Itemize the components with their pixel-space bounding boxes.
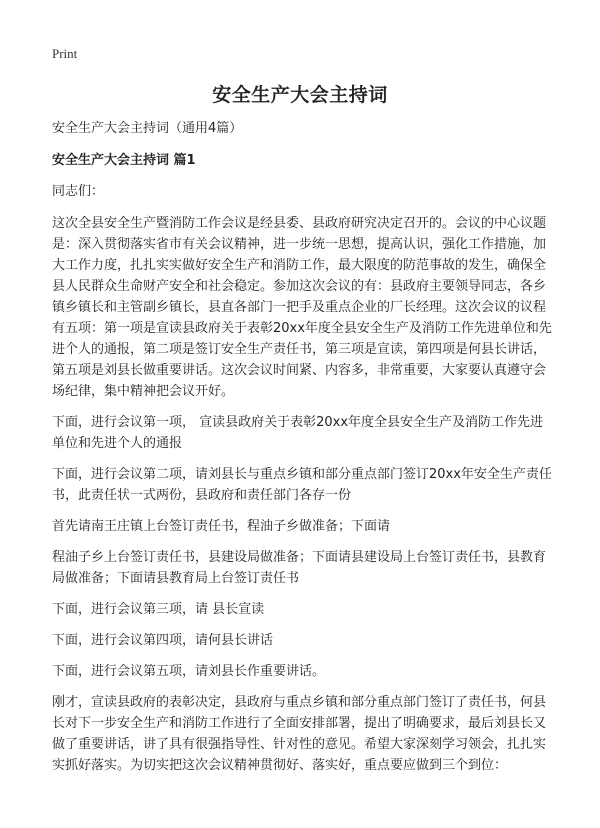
paragraph-item-1: 下面，进行会议第一项， 宣读县政府关于表彰20xx年度全县安全生产及消防工作先进单位和先进个人的通报	[52, 415, 544, 451]
paragraph-signing-1: 首先请南王庄镇上台签订责任书，程油子乡做准备；下面请	[52, 519, 391, 534]
paragraph-signing-2: 程油子乡上台签订责任书，县建设局做准备；下面请县建设局上台签订责任书，县教育局做准备；下面请县教育局上台签订责任书	[52, 550, 547, 586]
paragraph-summary: 刚才，宣读县政府的表彰决定，县政府与重点乡镇和部分重点部门签订了责任书，何县长对下一步安全生产和消防工作进行了全面安排部署，提出了明确要求，最后刘县长又做了重要讲话，讲了具有很强指导性、针对性的意见。希望大家深刻学习领会，扎扎实实抓好落实。为切实把这次会议精神贯彻好、落实好，重点要应做到三个到位：	[52, 695, 547, 773]
paragraph-intro: 这次全县安全生产暨消防工作会议是经县委、县政府研究决定召开的。会议的中心议题是：深入贯彻落实省市有关会议精神，进一步统一思想，提高认识，强化工作措施，加大工作力度，扎扎实实做好安全生产和消防工作，最大限度的防范事故的发生，确保全县人民群众生命财产安全和社会稳定。参加这次会议的有：县政府主要领导同志，各乡镇乡镇长和主管副乡镇长，县直各部门一把手及重点企业的厂长经理。这次会议的议程有五项：第一项是宣读县政府关于表彰20xx年度全县安全生产及消防工作先进单位和先进个人的通报，第二项是签订安全生产责任书，第三项是宣读，第四项是何县长讲话，第五项是刘县长做重要讲话。这次会议时间紧、内容多，非常重要，大家要认真遵守会场纪律，集中精神把会议开好。	[52, 216, 552, 399]
paragraph-item-5: 下面，进行会议第五项，请刘县长作重要讲话。	[52, 664, 326, 679]
paragraph-item-2: 下面，进行会议第二项，请刘县长与重点乡镇和部分重点部门签订20xx年安全生产责任书，此责任状一式两份，县政府和责任部门各存一份	[52, 467, 552, 503]
paragraph-item-3: 下面，进行会议第三项，请 县长宣读	[52, 602, 265, 617]
page-title: 安全生产大会主持词	[212, 84, 388, 106]
print-link[interactable]: Print	[52, 46, 78, 61]
greeting: 同志们：	[52, 184, 105, 199]
section-heading: 安全生产大会主持词 篇1	[52, 153, 196, 168]
document-body	[52, 118, 552, 786]
document-subtitle: 安全生产大会主持词（通用4篇）	[52, 121, 243, 136]
paragraph-item-4: 下面，进行会议第四项，请何县长讲话	[52, 633, 274, 648]
